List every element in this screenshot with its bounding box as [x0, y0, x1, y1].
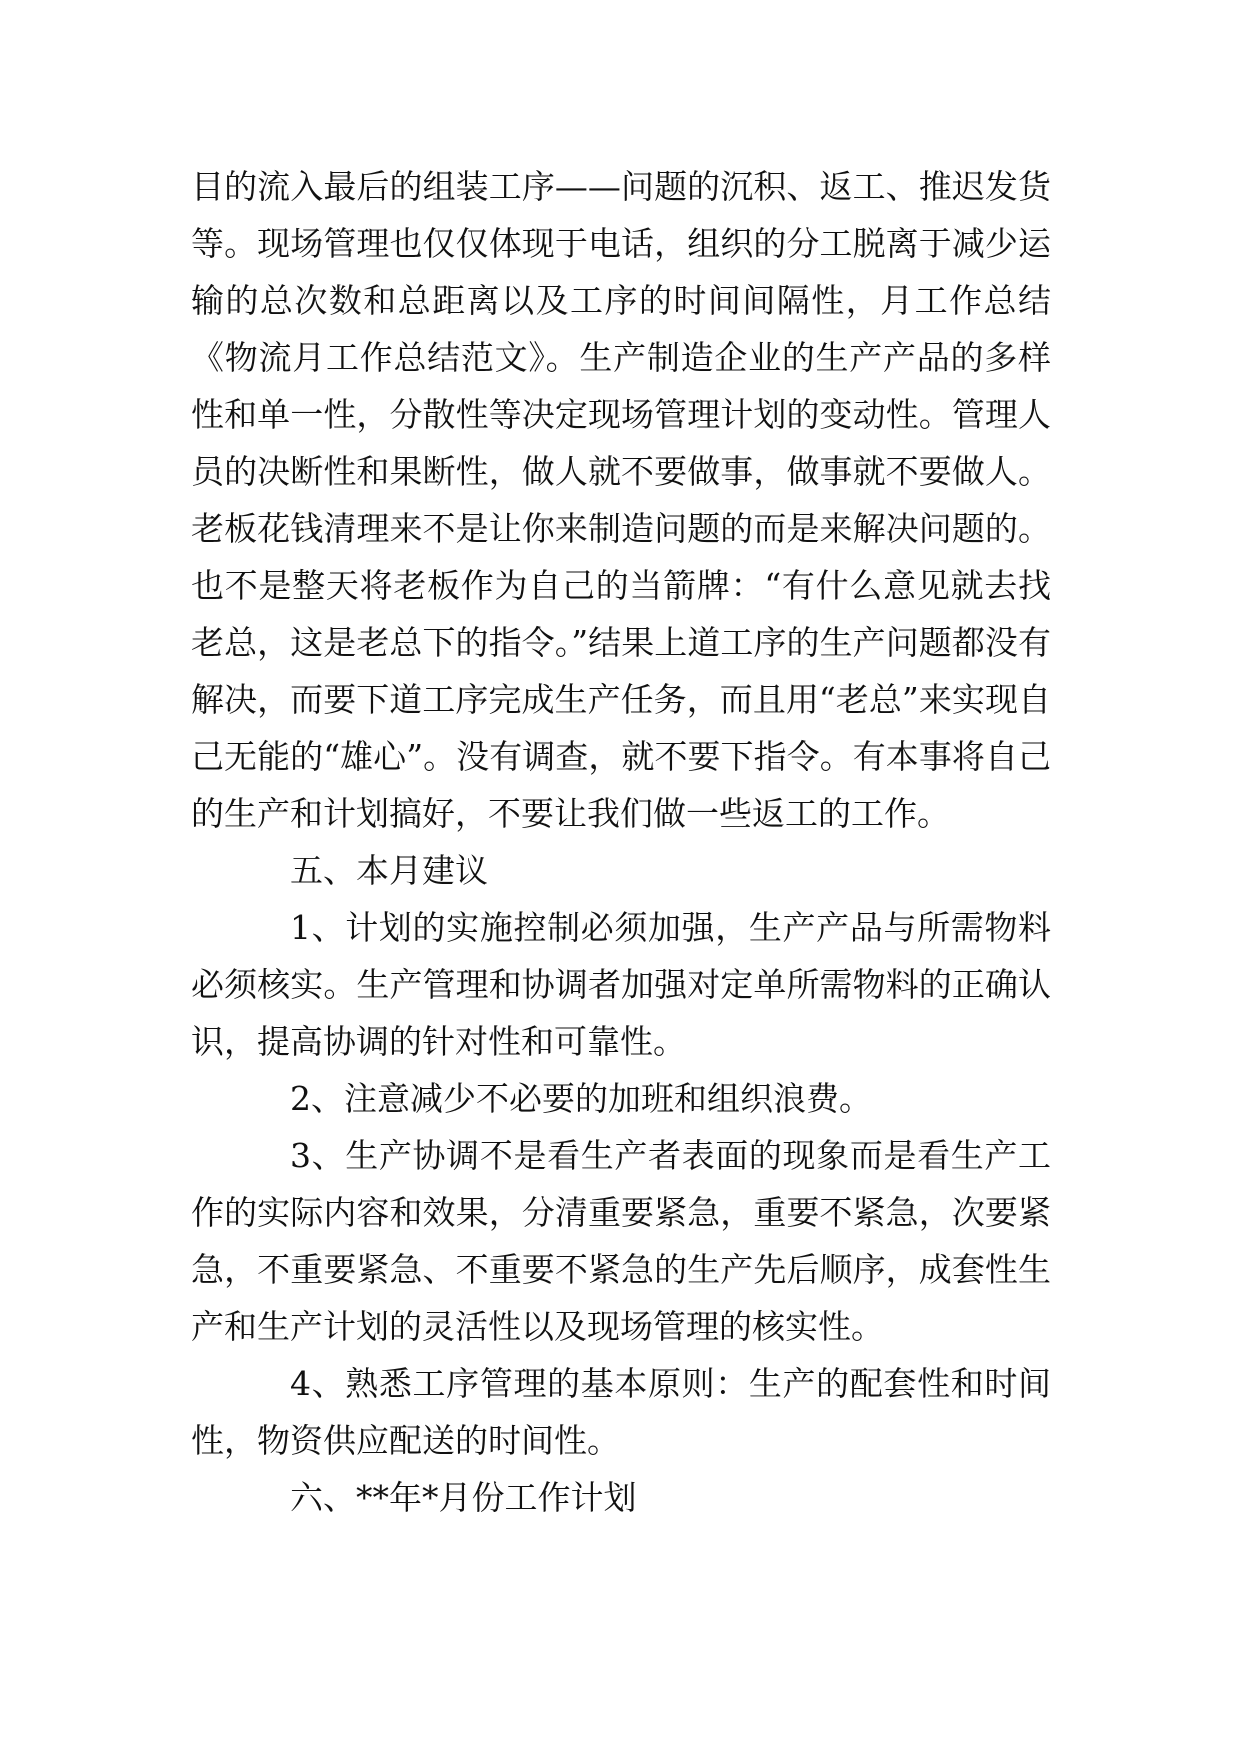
suggestion-item-4: 4、熟悉工序管理的基本原则：生产的配套性和时间性，物资供应配送的时间性。 [191, 1364, 1051, 1460]
document-body [191, 158, 1051, 1526]
section-heading-six: 六、**年*月份工作计划 [290, 1478, 637, 1517]
paragraph-continuation: 目的流入最后的组装工序——问题的沉积、返工、推迟发货等。现场管理也仅仅体现于电话，组织的分工脱离于减少运输的总次数和总距离以及工序的时间间隔性，月工作总结《物流月工作总结范文》。生产制造企业的生产产品的多样性和单一性，分散性等决定现场管理计划的变动性。管理人员的决断性和果断性，做人就不要做事，做事就不要做人。老板花钱清理来不是让你来制造问题的而是来解决问题的。也不是整天将老板作为自己的当箭牌：“有什么意见就去找老总，这是老总下的指令。”结果上道工序的生产问题都没有解决，而要下道工序完成生产任务，而且用“老总”来实现自己无能的“雄心”。没有调查，就不要下指令。有本事将自己的生产和计划搞好，不要让我们做一些返工的工作。 [191, 167, 1051, 833]
suggestion-item-3: 3、生产协调不是看生产者表面的现象而是看生产工作的实际内容和效果，分清重要紧急，重要不紧急，次要紧急，不重要紧急、不重要不紧急的生产先后顺序，成套性生产和生产计划的灵活性以及现场管理的核实性。 [191, 1136, 1051, 1346]
section-heading-five: 五、本月建议 [290, 851, 488, 890]
suggestion-item-1: 1、计划的实施控制必须加强，生产产品与所需物料必须核实。生产管理和协调者加强对定单所需物料的正确认识，提高协调的针对性和可靠性。 [191, 908, 1051, 1061]
suggestion-item-2: 2、注意减少不必要的加班和组织浪费。 [290, 1079, 872, 1118]
